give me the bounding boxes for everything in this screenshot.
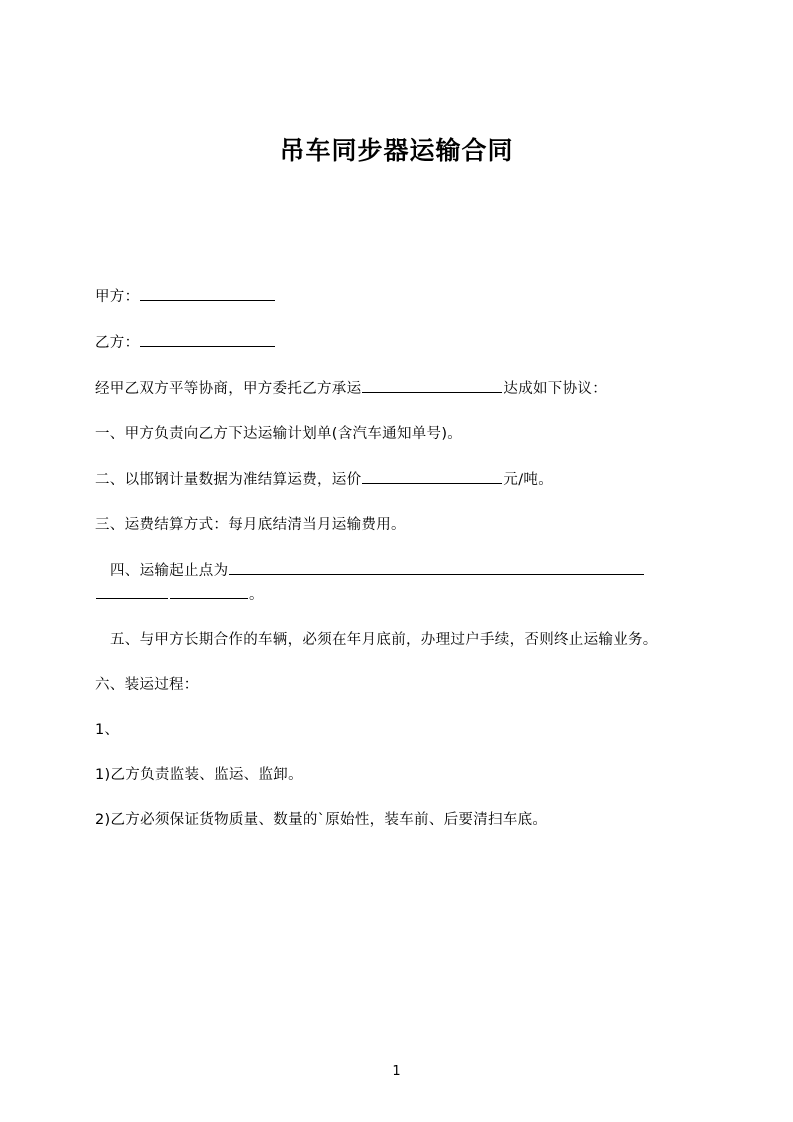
- paragraph-clause-3: [95, 514, 705, 537]
- paragraph-text: 1)乙方负责监装、监运、监卸。: [95, 767, 303, 783]
- page-title: 吊车同步器运输合同: [279, 136, 514, 165]
- paragraph-item-1: [95, 719, 705, 742]
- paragraph-text: 经甲乙双方平等协商，甲方委托乙方承运: [95, 381, 362, 397]
- paragraph-suffix: 达成如下协议：: [503, 381, 608, 397]
- paragraph-clause-6: [95, 674, 705, 697]
- document-body: [95, 285, 705, 854]
- paragraph-item-1-2: [95, 809, 705, 832]
- paragraph-suffix: 元/吨。: [503, 472, 553, 488]
- paragraph-clause-1: [95, 423, 705, 446]
- blank-line[interactable]: [362, 468, 502, 484]
- paragraph-text: 乙方：: [95, 335, 140, 351]
- paragraph-text: 1、: [95, 722, 120, 738]
- blank-line[interactable]: [229, 559, 644, 575]
- paragraph-clause-5: [95, 629, 705, 652]
- paragraph-clause-4: [95, 559, 705, 607]
- blank-line[interactable]: [362, 377, 502, 393]
- paragraph-text: 三、运费结算方式：每月底结清当月运输费用。: [95, 517, 406, 533]
- page-number: 1: [392, 1064, 401, 1079]
- paragraph-text: 2)乙方必须保证货物质量、数量的`原始性，装车前、后要清扫车底。: [95, 812, 548, 828]
- blank-line[interactable]: [140, 285, 275, 301]
- paragraph-item-1-1: [95, 764, 705, 787]
- paragraph-party-b: [95, 331, 705, 355]
- paragraph-suffix: 。: [249, 587, 264, 603]
- paragraph-text: 五、与甲方长期合作的车辆，必须在年月底前，办理过户手续，否则终止运输业务。: [110, 632, 658, 648]
- paragraph-text: 甲方：: [95, 289, 140, 305]
- blank-line-continued[interactable]: [96, 583, 168, 599]
- paragraph-preamble: [95, 377, 705, 401]
- blank-line-wrap[interactable]: [170, 583, 248, 599]
- paragraph-text: 六、装运过程：: [95, 677, 199, 693]
- paragraph-text: 二、以邯钢计量数据为准结算运费，运价: [95, 472, 362, 488]
- paragraph-text: 一、甲方负责向乙方下达运输计划单(含汽车通知单号)。: [95, 426, 463, 442]
- paragraph-clause-2: [95, 468, 705, 492]
- blank-line[interactable]: [140, 331, 275, 347]
- paragraph-party-a: [95, 285, 705, 309]
- paragraph-text: 四、运输起止点为: [110, 563, 229, 579]
